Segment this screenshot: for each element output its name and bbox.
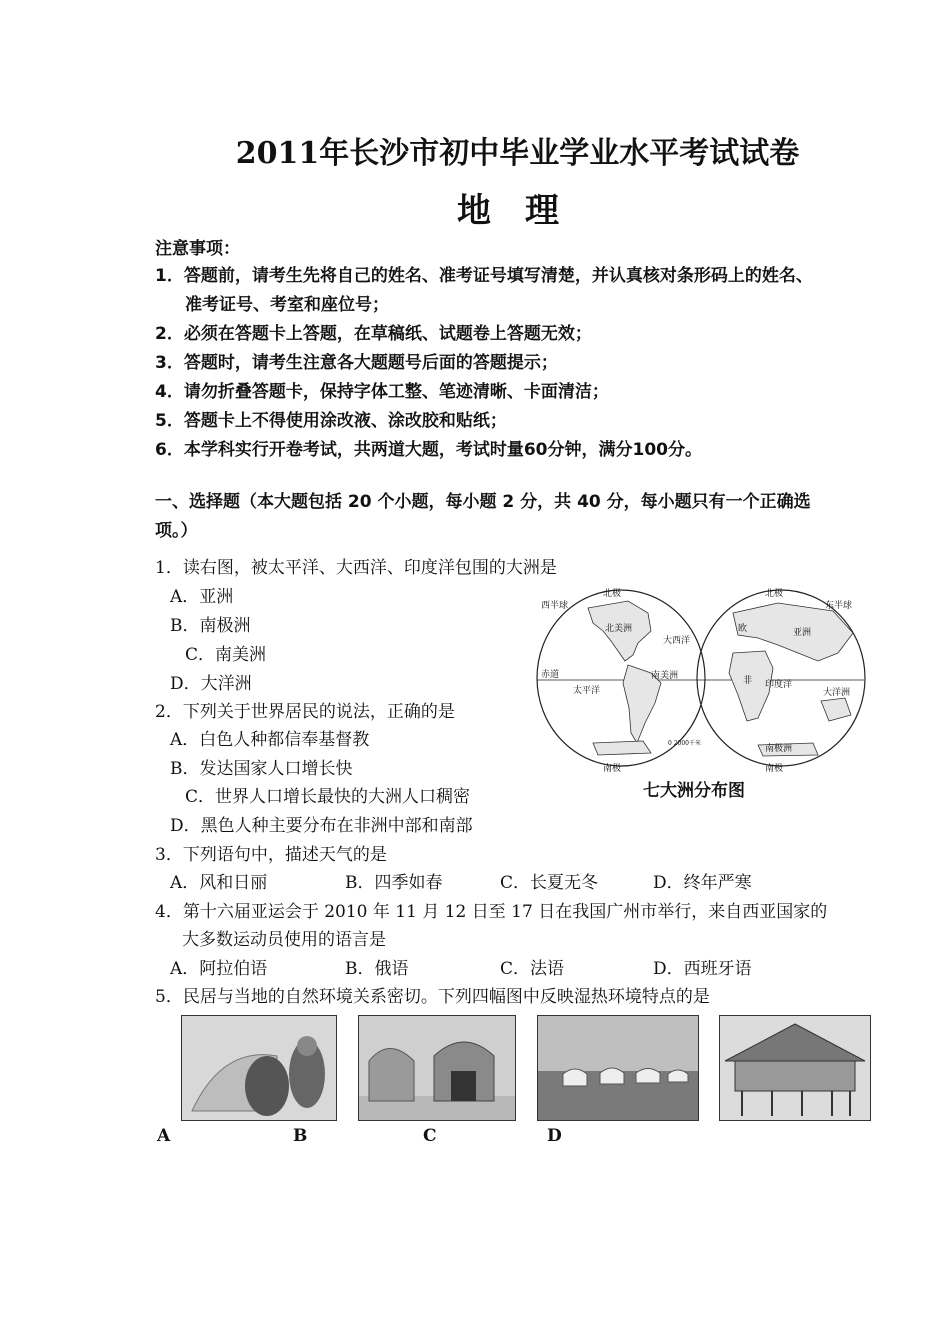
map-caption: 七大洲分布图 [643, 781, 745, 801]
map-label: 印度洋 [765, 680, 793, 690]
note-item: 5．答题卡上不得使用涂改液、涂改胶和贴纸； [155, 411, 507, 431]
photo-stilt-house [719, 1015, 871, 1121]
q1-option-c: C．南美洲 [185, 645, 267, 665]
map-label: 太平洋 [573, 686, 601, 696]
subject-title: 地理 [457, 191, 593, 231]
note-item: 3．答题时，请考生注意各大题题号后面的答题提示； [155, 353, 558, 373]
q4-option-d: D．西班牙语 [653, 959, 752, 979]
section-heading-line: 项。） [155, 521, 198, 541]
map-label: 南极洲 [765, 744, 793, 754]
map-label: 赤道 [541, 670, 560, 680]
q2-option-a: A．白色人种都信奉基督教 [170, 730, 370, 750]
exam-title: 2011年长沙市初中毕业学业水平考试试卷 [235, 136, 800, 171]
map-label: 非 [743, 676, 753, 686]
note-item: 6．本学科实行开卷考试，共两道大题，考试时量60分钟，满分100分。 [155, 440, 702, 460]
q2-option-c: C．世界人口增长最快的大洲人口稠密 [185, 787, 471, 807]
q2-option-b: B．发达国家人口增长快 [170, 759, 353, 779]
photo-label-d: D [547, 1126, 562, 1146]
map-label: 欧 [738, 624, 748, 634]
question-3-stem: 3．下列语句中，描述天气的是 [155, 845, 387, 865]
q4-option-a: A．阿拉伯语 [170, 959, 268, 979]
map-label: 北极 [765, 589, 784, 599]
note-item: 4．请勿折叠答题卡，保持字体工整、笔迹清晰、卡面清洁； [155, 382, 609, 402]
map-label: 南极 [603, 764, 622, 773]
question-1-stem: 1．读右图，被太平洋、大西洋、印度洋包围的大洲是 [155, 558, 557, 578]
map-label: 亚洲 [793, 628, 812, 638]
note-item-continued: 准考证号、考室和座位号； [185, 295, 389, 315]
photo-igloo [181, 1015, 337, 1121]
q1-option-b: B．南极洲 [170, 616, 251, 636]
map-label: 东半球 [825, 601, 853, 611]
photo-cave-dwelling [358, 1015, 516, 1121]
q2-option-d: D．黑色人种主要分布在非洲中部和南部 [170, 816, 473, 836]
antarctica-west-shape [593, 741, 651, 755]
continents-map [533, 583, 868, 773]
photo-label-b: B [293, 1126, 308, 1146]
q3-option-b: B．四季如春 [345, 873, 443, 893]
photo-label-c: C [423, 1126, 437, 1146]
map-label: 北美洲 [605, 624, 633, 634]
australia-shape [821, 698, 851, 721]
question-2-stem: 2．下列关于世界居民的说法，正确的是 [155, 702, 455, 722]
map-label: 南极 [765, 764, 784, 773]
question-4-stem-continued: 大多数运动员使用的语言是 [182, 930, 386, 950]
map-label: 南美洲 [651, 671, 679, 681]
note-item: 1．答题前，请考生先将自己的姓名、准考证号填写清楚，并认真核对条形码上的姓名、 [155, 266, 813, 286]
section-heading [155, 488, 895, 546]
q1-option-d: D．大洋洲 [170, 674, 252, 694]
notes-heading: 注意事项： [155, 239, 240, 259]
photo-yurts [537, 1015, 699, 1121]
q3-option-a: A．风和日丽 [170, 873, 268, 893]
q1-option-a: A．亚洲 [170, 587, 234, 607]
q4-option-c: C．法语 [500, 959, 565, 979]
q3-option-d: D．终年严寒 [653, 873, 752, 893]
q4-option-b: B．俄语 [345, 959, 409, 979]
map-scale: 0 2000千米 [668, 740, 701, 747]
photo-label-a: A [157, 1126, 171, 1146]
question-5-stem: 5．民居与当地的自然环境关系密切。下列四幅图中反映湿热环境特点的是 [155, 987, 710, 1007]
note-item: 2．必须在答题卡上答题，在草稿纸、试题卷上答题无效； [155, 324, 592, 344]
question-4-stem: 4．第十六届亚运会于 2010 年 11 月 12 日至 17 日在我国广州市举行，来自西亚国家的 [155, 902, 828, 922]
q3-option-c: C．长夏无冬 [500, 873, 599, 893]
section-heading-line: 一、选择题（本大题包括 20 个小题，每小题 2 分，共 40 分，每小题只有一个正确选 [155, 492, 811, 512]
map-label: 北极 [603, 589, 622, 599]
map-label: 大洋洲 [823, 688, 851, 698]
notes-block [155, 236, 915, 465]
map-label: 大西洋 [663, 636, 691, 646]
map-label: 西半球 [541, 601, 569, 611]
